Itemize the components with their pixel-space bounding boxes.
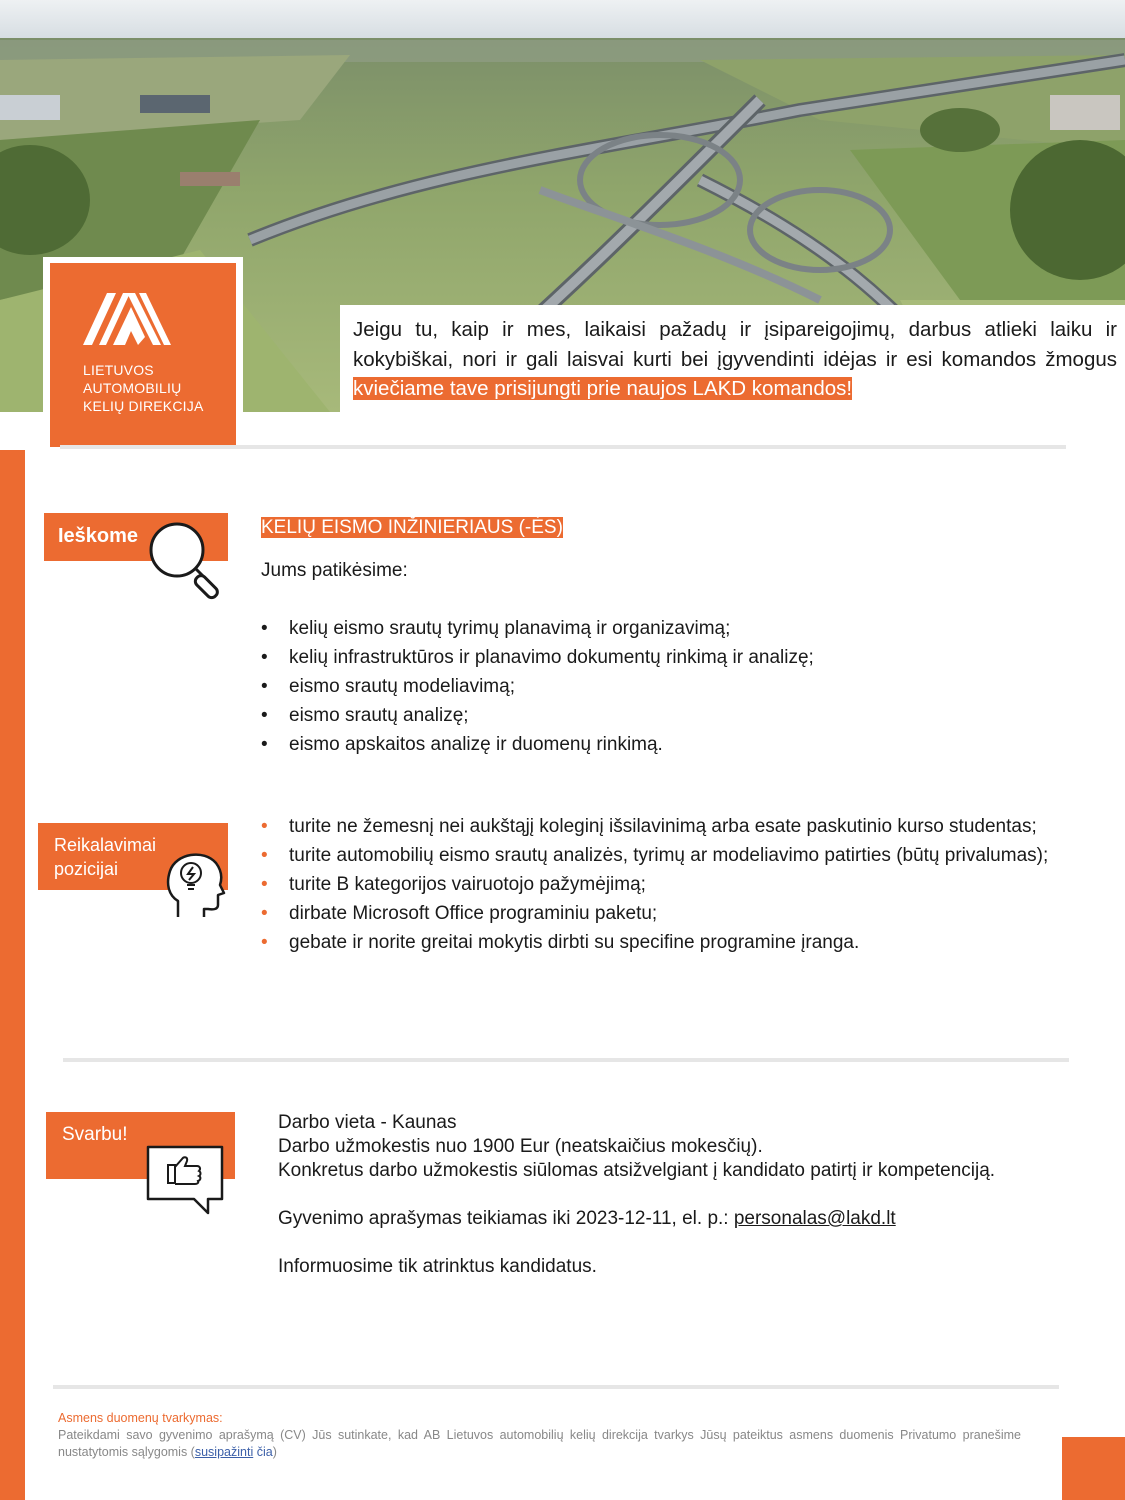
bullet: • <box>261 647 268 668</box>
work-location: Darbo vieta - Kaunas <box>278 1112 457 1133</box>
magnifier-icon <box>146 520 230 605</box>
intro-highlight: kviečiame tave prisijungti prie naujos LAKD komandos! <box>353 377 853 400</box>
tag-line-1: Reikalavimai <box>54 835 157 855</box>
privacy-body: Pateikdami savo gyvenimo aprašymą (CV) Jūs sutinkate, kad AB Lietuvos automobilių kelių direkcija tvarkys Jūsų pateiktus asmens duomenis Privatumo pranešime nustatytomis sąlygomis ( <box>58 1428 1021 1459</box>
requirements-list <box>261 812 1061 957</box>
duty-text: kelių eismo srautų tyrimų planavimą ir organizavimą; <box>289 618 731 639</box>
bullet: • <box>261 676 268 697</box>
privacy-text <box>58 1427 1021 1461</box>
bullet: • <box>261 816 268 837</box>
duty-item <box>261 730 1061 759</box>
intro-paragraph <box>353 315 1117 404</box>
requirement-text: gebate ir norite greitai mokytis dirbti su specifine programine įranga. <box>289 932 860 953</box>
requirement-text: turite B kategorijos vairuotojo pažymėjimą; <box>289 874 646 895</box>
duties-heading: Jums patikėsime: <box>261 560 408 581</box>
logo-card <box>43 257 243 447</box>
selection-note: Informuosime tik atrinktus kandidatus. <box>278 1256 597 1277</box>
requirement-text: turite ne žemesnį nei aukštąjį koleginį išsilavinimą arba esate paskutinio kurso studentas; <box>289 816 1037 837</box>
duty-text: eismo srautų modeliavimą; <box>289 676 515 697</box>
requirement-item <box>261 812 1061 841</box>
requirement-item <box>261 928 1061 957</box>
corner-accent-square <box>1062 1437 1125 1500</box>
job-title: KELIŲ EISMO INŽINIERIAUS (-ĖS) <box>261 517 563 538</box>
email-link[interactable]: personalas@lakd.lt <box>733 1208 896 1229</box>
bullet: • <box>261 903 268 924</box>
head-lightbulb-icon <box>164 847 226 924</box>
privacy-link-suffix[interactable]: čia <box>253 1445 273 1459</box>
divider-middle <box>63 1058 1069 1062</box>
requirement-text: dirbate Microsoft Office programiniu paketu; <box>289 903 658 924</box>
bullet: • <box>261 845 268 866</box>
logo-line-1: LIETUVOS <box>83 362 154 378</box>
section2-content <box>261 812 1061 957</box>
bullet: • <box>261 734 268 755</box>
duties-list <box>261 614 1061 759</box>
thumbs-up-speech-icon <box>146 1145 224 1222</box>
section-tag-label: Ieškome <box>58 525 139 547</box>
divider-top <box>60 445 1066 449</box>
bullet: • <box>261 874 268 895</box>
logo-background <box>50 263 236 447</box>
requirement-item <box>261 899 1061 928</box>
cv-deadline <box>278 1207 1038 1231</box>
requirement-item <box>261 841 1061 870</box>
divider-bottom <box>53 1385 1059 1389</box>
salary: Darbo užmokestis nuo 1900 Eur (neatskaičius mokesčių). <box>278 1136 763 1157</box>
privacy-footer <box>58 1410 1021 1461</box>
requirement-text: turite automobilių eismo srautų analizės, tyrimų ar modeliavimo patirties (būtų privalumas); <box>289 845 1049 866</box>
intro-text: Jeigu tu, kaip ir mes, laikaisi pažadų ir įsipareigojimų, darbus atlieki laiku ir kokybiškai, nori ir gali laisvai kurti bei įgyvendinti idėjas ir esi komandos žmogus <box>353 318 1117 371</box>
left-accent-bar <box>0 450 25 1500</box>
tag-line-2: pozicijai <box>54 859 119 879</box>
requirement-item <box>261 870 1061 899</box>
duty-item <box>261 643 1061 672</box>
privacy-title: Asmens duomenų tvarkymas: <box>58 1411 223 1425</box>
section1-content <box>261 513 1061 759</box>
duty-text: kelių infrastruktūros ir planavimo dokumentų rinkimą ir analizę; <box>289 647 814 668</box>
duty-text: eismo srautų analizę; <box>289 705 469 726</box>
duty-text: eismo apskaitos analizę ir duomenų rinkimą. <box>289 734 663 755</box>
privacy-link[interactable]: susipažinti <box>194 1445 254 1459</box>
privacy-close: ) <box>272 1445 277 1459</box>
bullet: • <box>261 705 268 726</box>
bullet: • <box>261 618 268 639</box>
section3-content <box>278 1111 1038 1279</box>
duty-item <box>261 672 1061 701</box>
duty-item <box>261 614 1061 643</box>
logo-text <box>83 361 203 415</box>
logo-line-2: AUTOMOBILIŲ <box>83 380 182 396</box>
intro-box <box>340 305 1125 445</box>
section-tag-label: Svarbu! <box>62 1124 128 1145</box>
salary-note: Konkretus darbo užmokestis siūlomas atsižvelgiant į kandidato patirtį ir kompetenciją. <box>278 1160 996 1181</box>
bullet: • <box>261 932 268 953</box>
cv-deadline-text: Gyvenimo aprašymas teikiamas iki 2023-12-11, el. p.: <box>278 1208 734 1229</box>
lakd-logo-icon <box>83 293 173 354</box>
duty-item <box>261 701 1061 730</box>
logo-line-3: KELIŲ DIREKCIJA <box>83 398 204 414</box>
